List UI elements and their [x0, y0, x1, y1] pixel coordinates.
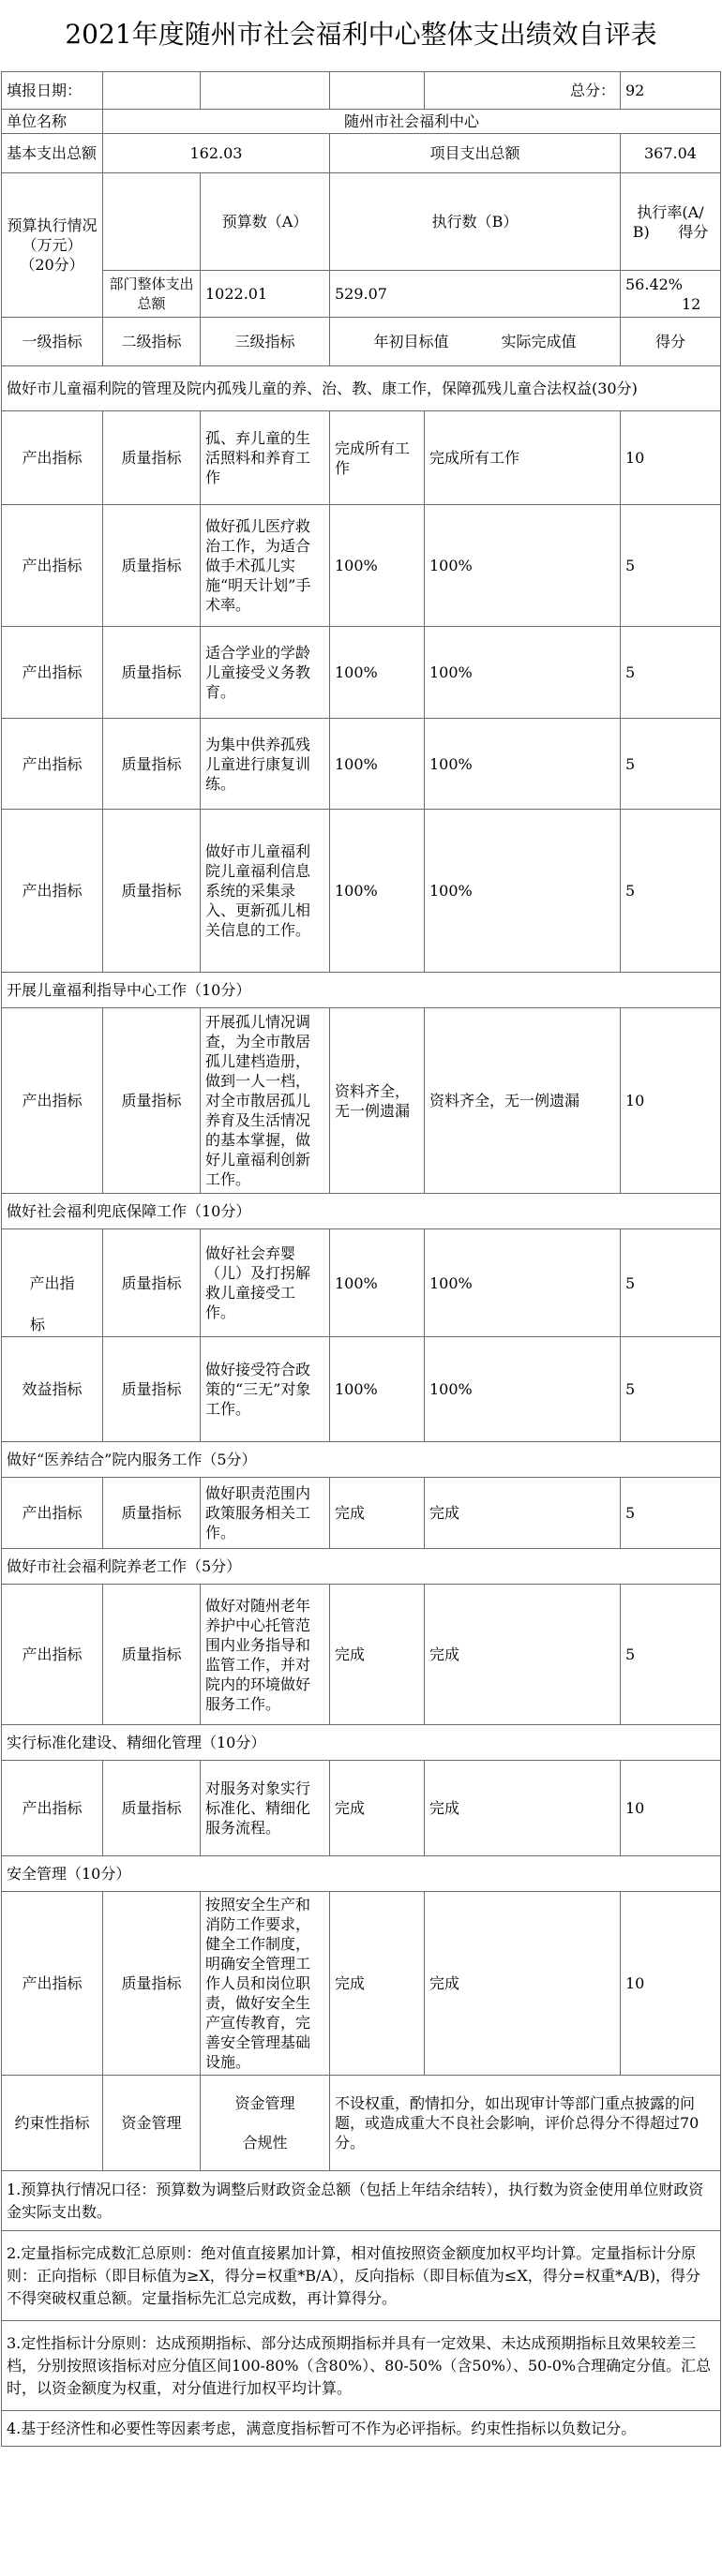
department-total-label: 部门整体支出总额 — [103, 271, 201, 318]
completion-value: 100% — [425, 1229, 621, 1337]
budget-a-header: 预算数（A） — [201, 173, 330, 271]
section-heading: 做好“医养结合”院内服务工作（5分） — [2, 1442, 721, 1478]
score-value: 5 — [621, 505, 721, 627]
note-3: 3.定性指标计分原则：达成预期指标、部分达成预期指标并具有一定效果、未达成预期指标且效果较差三档，分别按照该指标对应分值区间100-80%（含80%）、80-50%（含50%）、50-0%合理确定分值。汇总时，以资金额度为权重，对分值进行加权平均计算。 — [2, 2321, 721, 2411]
indicator-row — [2, 1337, 721, 1442]
level3-indicator: 孤、弃儿童的生活照料和养育工作 — [201, 411, 330, 505]
level2-indicator: 质量指标 — [103, 1478, 201, 1549]
score-value: 10 — [621, 1008, 721, 1194]
level1-indicator: 效益指标 — [2, 1337, 103, 1442]
score-value: 10 — [621, 411, 721, 505]
unit-name-label: 单位名称 — [2, 110, 103, 134]
indicator-row — [2, 810, 721, 973]
section-heading-row — [2, 1856, 721, 1892]
fill-date-row — [2, 72, 721, 110]
note-1: 1.预算执行情况口径：预算数为调整后财政资金总额（包括上年结余结转），执行数为资金使用单位财政资金实际支出数。 — [2, 2171, 721, 2231]
level1-indicator: 产出指标 — [2, 505, 103, 627]
level3-indicator: 做好接受符合政策的“三无”对象工作。 — [201, 1337, 330, 1442]
evaluation-table — [1, 71, 721, 2447]
level3-indicator: 对服务对象实行标准化、精细化服务流程。 — [201, 1761, 330, 1856]
constraint-l2: 资金管理 — [103, 2076, 201, 2171]
section-heading-row — [2, 973, 721, 1008]
note-row-2 — [2, 2231, 721, 2321]
budget-score-header: 得分 — [678, 222, 709, 241]
indicator-row — [2, 719, 721, 810]
score-value: 5 — [621, 1229, 721, 1337]
actual-b-header: 执行数（B） — [330, 173, 621, 271]
level3-indicator: 做好孤儿医疗救治工作，为适合做手术孤儿实施“明天计划”手术率。 — [201, 505, 330, 627]
level1-indicator — [2, 1229, 103, 1337]
level1-indicator: 产出指标 — [2, 1008, 103, 1194]
level3-indicator: 为集中供养孤残儿童进行康复训练。 — [201, 719, 330, 810]
actual-b-value: 529.07 — [330, 271, 621, 318]
col-target-text: 年初目标值 — [373, 333, 449, 350]
constraint-row — [2, 2076, 721, 2171]
project-expense-label: 项目支出总额 — [330, 134, 621, 173]
completion-value: 100% — [425, 627, 621, 719]
score-value: 5 — [621, 810, 721, 973]
indicator-columns-row — [2, 318, 721, 366]
level3-indicator: 适合学业的学龄儿童接受义务教育。 — [201, 627, 330, 719]
department-total-row — [2, 271, 721, 318]
target-value: 完成 — [330, 1585, 425, 1725]
level2-indicator: 质量指标 — [103, 1229, 201, 1337]
level1-indicator: 产出指标 — [2, 1585, 103, 1725]
completion-value: 完成 — [425, 1478, 621, 1549]
completion-value: 完成 — [425, 1761, 621, 1856]
budget-section-text: 预算执行情况（万元） — [7, 216, 98, 254]
unit-name-row — [2, 110, 721, 134]
target-value: 资料齐全，无一例遗漏 — [330, 1008, 425, 1194]
level3-indicator: 做好对随州老年养护中心托管范围内业务指导和监管工作，并对院内的环境做好服务工作。 — [201, 1585, 330, 1725]
section-heading-row — [2, 1442, 721, 1478]
indicator-row — [2, 1585, 721, 1725]
indicator-row — [2, 1229, 721, 1337]
note-2: 2.定量指标完成数汇总原则：绝对值直接累加计算，相对值按照资金额度加权平均计算。定量指标计分原则：正向指标（即目标值为≥X，得分=权重*B/A），反向指标（即目标值为≤X，得分=权重*A/B)，得分不得突破权重总额。定量指标先汇总完成数，再计算得分。 — [2, 2231, 721, 2321]
section-heading-row — [2, 1194, 721, 1229]
note-row-1 — [2, 2171, 721, 2231]
basic-expense-value: 162.03 — [103, 134, 330, 173]
section-heading: 做好市儿童福利院的管理及院内孤残儿童的养、治、教、康工作，保障孤残儿童合法权益(30分) — [2, 366, 721, 411]
score-value: 5 — [621, 1337, 721, 1442]
total-score-label: 总分： — [425, 72, 621, 110]
project-expense-value: 367.04 — [621, 134, 721, 173]
completion-value: 100% — [425, 810, 621, 973]
level1-text-wrap: 标 — [30, 1316, 46, 1333]
completion-value: 100% — [425, 505, 621, 627]
expense-totals-row — [2, 134, 721, 173]
level2-indicator: 质量指标 — [103, 1761, 201, 1856]
score-value: 10 — [621, 1892, 721, 2076]
completion-value: 完成 — [425, 1585, 621, 1725]
level3-indicator: 做好社会弃婴（儿）及打拐解救儿童接受工作。 — [201, 1229, 330, 1337]
indicator-row — [2, 627, 721, 719]
level2-indicator: 质量指标 — [103, 627, 201, 719]
target-value: 100% — [330, 810, 425, 973]
level2-indicator: 质量指标 — [103, 1585, 201, 1725]
score-value: 5 — [621, 627, 721, 719]
col-score: 得分 — [621, 318, 721, 366]
indicator-row — [2, 505, 721, 627]
section-heading: 安全管理（10分） — [2, 1856, 721, 1892]
score-value: 5 — [621, 1478, 721, 1549]
target-value: 完成所有工作 — [330, 411, 425, 505]
col-target — [330, 318, 621, 366]
col-level2: 二级指标 — [103, 318, 201, 366]
section-heading: 开展儿童福利指导中心工作（10分） — [2, 973, 721, 1008]
indicator-row — [2, 1892, 721, 2076]
score-value: 5 — [621, 719, 721, 810]
section-heading-row — [2, 1725, 721, 1761]
constraint-l1: 约束性指标 — [2, 2076, 103, 2171]
basic-expense-label: 基本支出总额 — [2, 134, 103, 173]
budget-section-score: （20分） — [20, 256, 84, 274]
indicator-row — [2, 411, 721, 505]
level2-indicator: 质量指标 — [103, 505, 201, 627]
unit-name-value: 随州市社会福利中心 — [103, 110, 721, 134]
col-completion: 实际完成值 — [501, 333, 577, 350]
report-title: 2021年度随州市社会福利中心整体支出绩效自评表 — [65, 19, 657, 50]
level1-indicator: 产出指标 — [2, 1478, 103, 1549]
indicator-row — [2, 1761, 721, 1856]
score-value: 10 — [621, 1761, 721, 1856]
indicator-row — [2, 1478, 721, 1549]
level1-text: 产出指 — [29, 1273, 75, 1292]
constraint-l3a: 资金管理 — [234, 2094, 295, 2112]
target-value: 100% — [330, 1337, 425, 1442]
rate-header-text: 执行率(A/B) — [632, 202, 704, 241]
rate-value: 56.42% — [625, 275, 684, 293]
completion-value: 完成 — [425, 1892, 621, 2076]
level3-indicator: 按照安全生产和消防工作要求，健全工作制度，明确安全管理工作人员和岗位职责，做好安全生产宣传教育，完善安全管理基础设施。 — [201, 1892, 330, 2076]
section-heading-row — [2, 1549, 721, 1585]
target-value: 100% — [330, 1229, 425, 1337]
target-value: 完成 — [330, 1478, 425, 1549]
target-value: 100% — [330, 505, 425, 627]
note-4: 4.基于经济性和必要性等因素考虑，满意度指标暂可不作为必评指标。约束性指标以负数记分。 — [2, 2411, 721, 2447]
level1-indicator: 产出指标 — [2, 411, 103, 505]
section-heading-row — [2, 366, 721, 411]
constraint-l3b: 合规性 — [242, 2134, 288, 2152]
level2-indicator: 质量指标 — [103, 719, 201, 810]
level2-indicator: 质量指标 — [103, 1337, 201, 1442]
section-heading: 实行标准化建设、精细化管理（10分） — [2, 1725, 721, 1761]
score-value: 5 — [621, 1585, 721, 1725]
budget-section-label — [2, 173, 103, 318]
level1-indicator: 产出指标 — [2, 627, 103, 719]
section-heading: 做好社会福利兜底保障工作（10分） — [2, 1194, 721, 1229]
rate-header — [621, 173, 721, 271]
budget-header-row — [2, 173, 721, 271]
note-row-3 — [2, 2321, 721, 2411]
level1-indicator: 产出指标 — [2, 810, 103, 973]
budget-a-value: 1022.01 — [201, 271, 330, 318]
level1-indicator: 产出指标 — [2, 1892, 103, 2076]
col-level1: 一级指标 — [2, 318, 103, 366]
level1-indicator: 产出指标 — [2, 1761, 103, 1856]
target-value: 完成 — [330, 1892, 425, 2076]
level3-indicator: 做好市儿童福利院儿童福利信息系统的采集录入、更新孤儿相关信息的工作。 — [201, 810, 330, 973]
section-heading: 做好市社会福利院养老工作（5分） — [2, 1549, 721, 1585]
indicator-row — [2, 1008, 721, 1194]
completion-value: 100% — [425, 1337, 621, 1442]
completion-value: 100% — [425, 719, 621, 810]
completion-value: 完成所有工作 — [425, 411, 621, 505]
level2-indicator: 质量指标 — [103, 411, 201, 505]
level3-indicator: 开展孤儿情况调查，为全市散居孤儿建档造册，做到一人一档，对全市散居孤儿养育及生活情况的基本掌握，做好儿童福利创新工作。 — [201, 1008, 330, 1194]
rate-and-score — [621, 271, 721, 318]
fill-date-label: 填报日期： — [2, 72, 103, 110]
completion-value: 资料齐全，无一例遗漏 — [425, 1008, 621, 1194]
constraint-text: 不设权重，酌情扣分，如出现审计等部门重点披露的问题，或造成重大不良社会影响，评价总得分不得超过70分。 — [330, 2076, 721, 2171]
level2-indicator: 质量指标 — [103, 1892, 201, 2076]
total-score-value: 92 — [621, 72, 721, 110]
level2-indicator: 质量指标 — [103, 810, 201, 973]
level2-indicator: 质量指标 — [103, 1008, 201, 1194]
target-value: 100% — [330, 627, 425, 719]
level1-indicator: 产出指标 — [2, 719, 103, 810]
target-value: 完成 — [330, 1761, 425, 1856]
target-value: 100% — [330, 719, 425, 810]
level3-indicator: 做好职责范围内政策服务相关工作。 — [201, 1478, 330, 1549]
col-level3: 三级指标 — [201, 318, 330, 366]
budget-score-value: 12 — [682, 294, 701, 313]
constraint-l3 — [201, 2076, 330, 2171]
note-row-4 — [2, 2411, 721, 2447]
